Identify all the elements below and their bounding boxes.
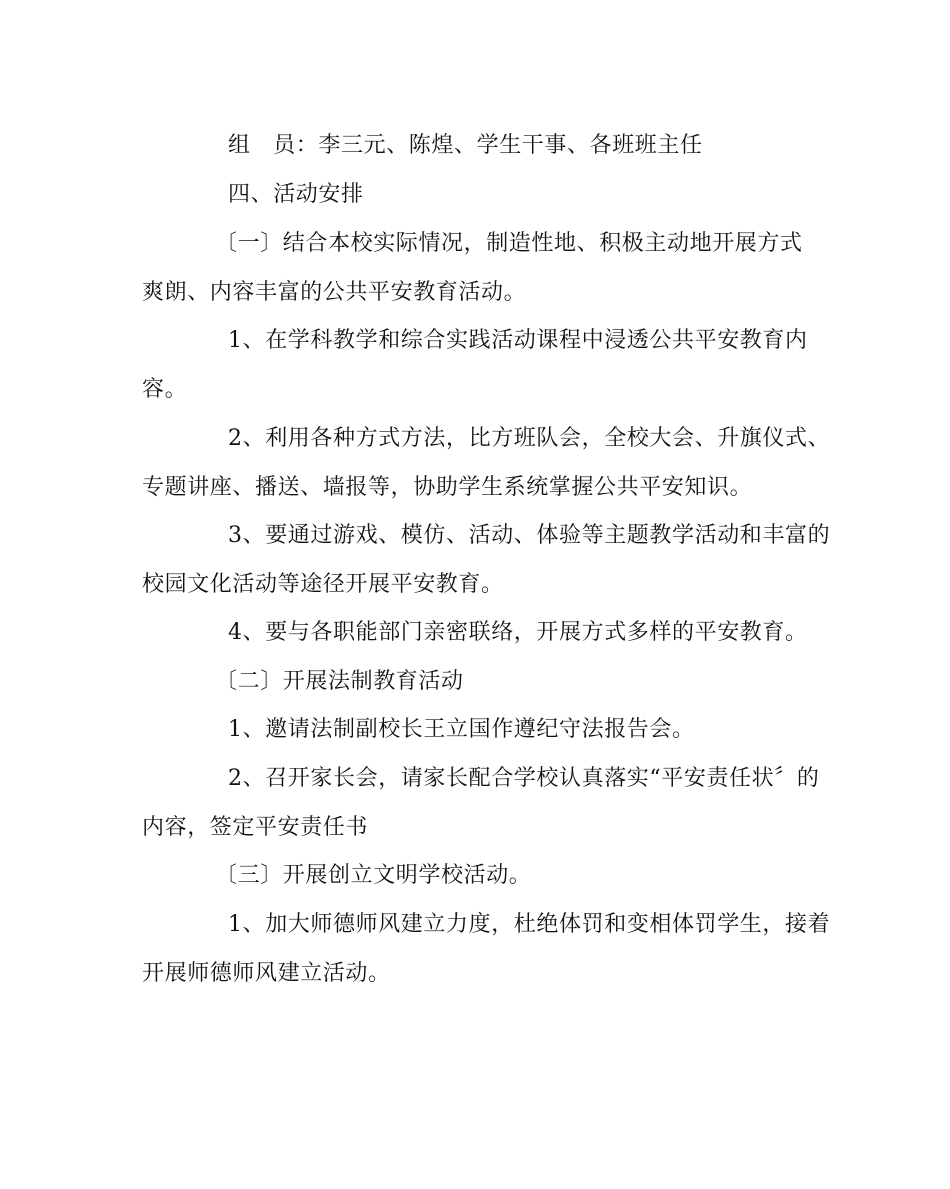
item-3-line-1: 3、要通过游戏、模仿、活动、体验等主题教学活动和丰富的 <box>228 523 831 548</box>
item-2-line-1: 2、利用各种方式方法，比方班队会，全校大会、升旗仪式、 <box>228 426 831 451</box>
subsection-3-item-1-line-2: 开展师德师风建立活动。 <box>142 961 391 986</box>
subsection-2-heading: 〔二〕开展法制教育活动 <box>215 669 464 694</box>
subsection-3-item-1-line-1: 1、加大师德师风建立力度，杜绝体罚和变相体罚学生，接着 <box>228 912 831 937</box>
subsection-2-item-1: 1、邀请法制副校长王立国作遵纪守法报告会。 <box>228 717 695 742</box>
item-3-line-2: 校园文化活动等途径开展平安教育。 <box>142 572 504 597</box>
section-heading-activities: 四、活动安排 <box>228 182 364 207</box>
subsection-2-item-2-line-1: 2、召开家长会，请家长配合学校认真落实“平安责任状〞的 <box>228 766 820 791</box>
subsection-3-heading: 〔三〕开展创立文明学校活动。 <box>215 863 532 888</box>
item-1-line-2: 容。 <box>142 377 188 402</box>
item-1-line-1: 1、在学科教学和综合实践活动课程中浸透公共平安教育内 <box>228 328 808 353</box>
members-line: 组 员：李三元、陈煌、学生干事、各班班主任 <box>228 133 703 158</box>
paragraph-1-line-2: 爽朗、内容丰富的公共平安教育活动。 <box>142 280 527 305</box>
item-4-line-1: 4、要与各职能部门亲密联络，开展方式多样的平安教育。 <box>228 620 808 645</box>
item-2-line-2: 专题讲座、播送、墙报等，协助学生系统掌握公共平安知识。 <box>142 475 753 500</box>
paragraph-1-line-1: 〔一〕结合本校实际情况，制造性地、积极主动地开展方式 <box>215 231 803 256</box>
subsection-2-item-2-line-2: 内容，签定平安责任书 <box>142 815 369 840</box>
